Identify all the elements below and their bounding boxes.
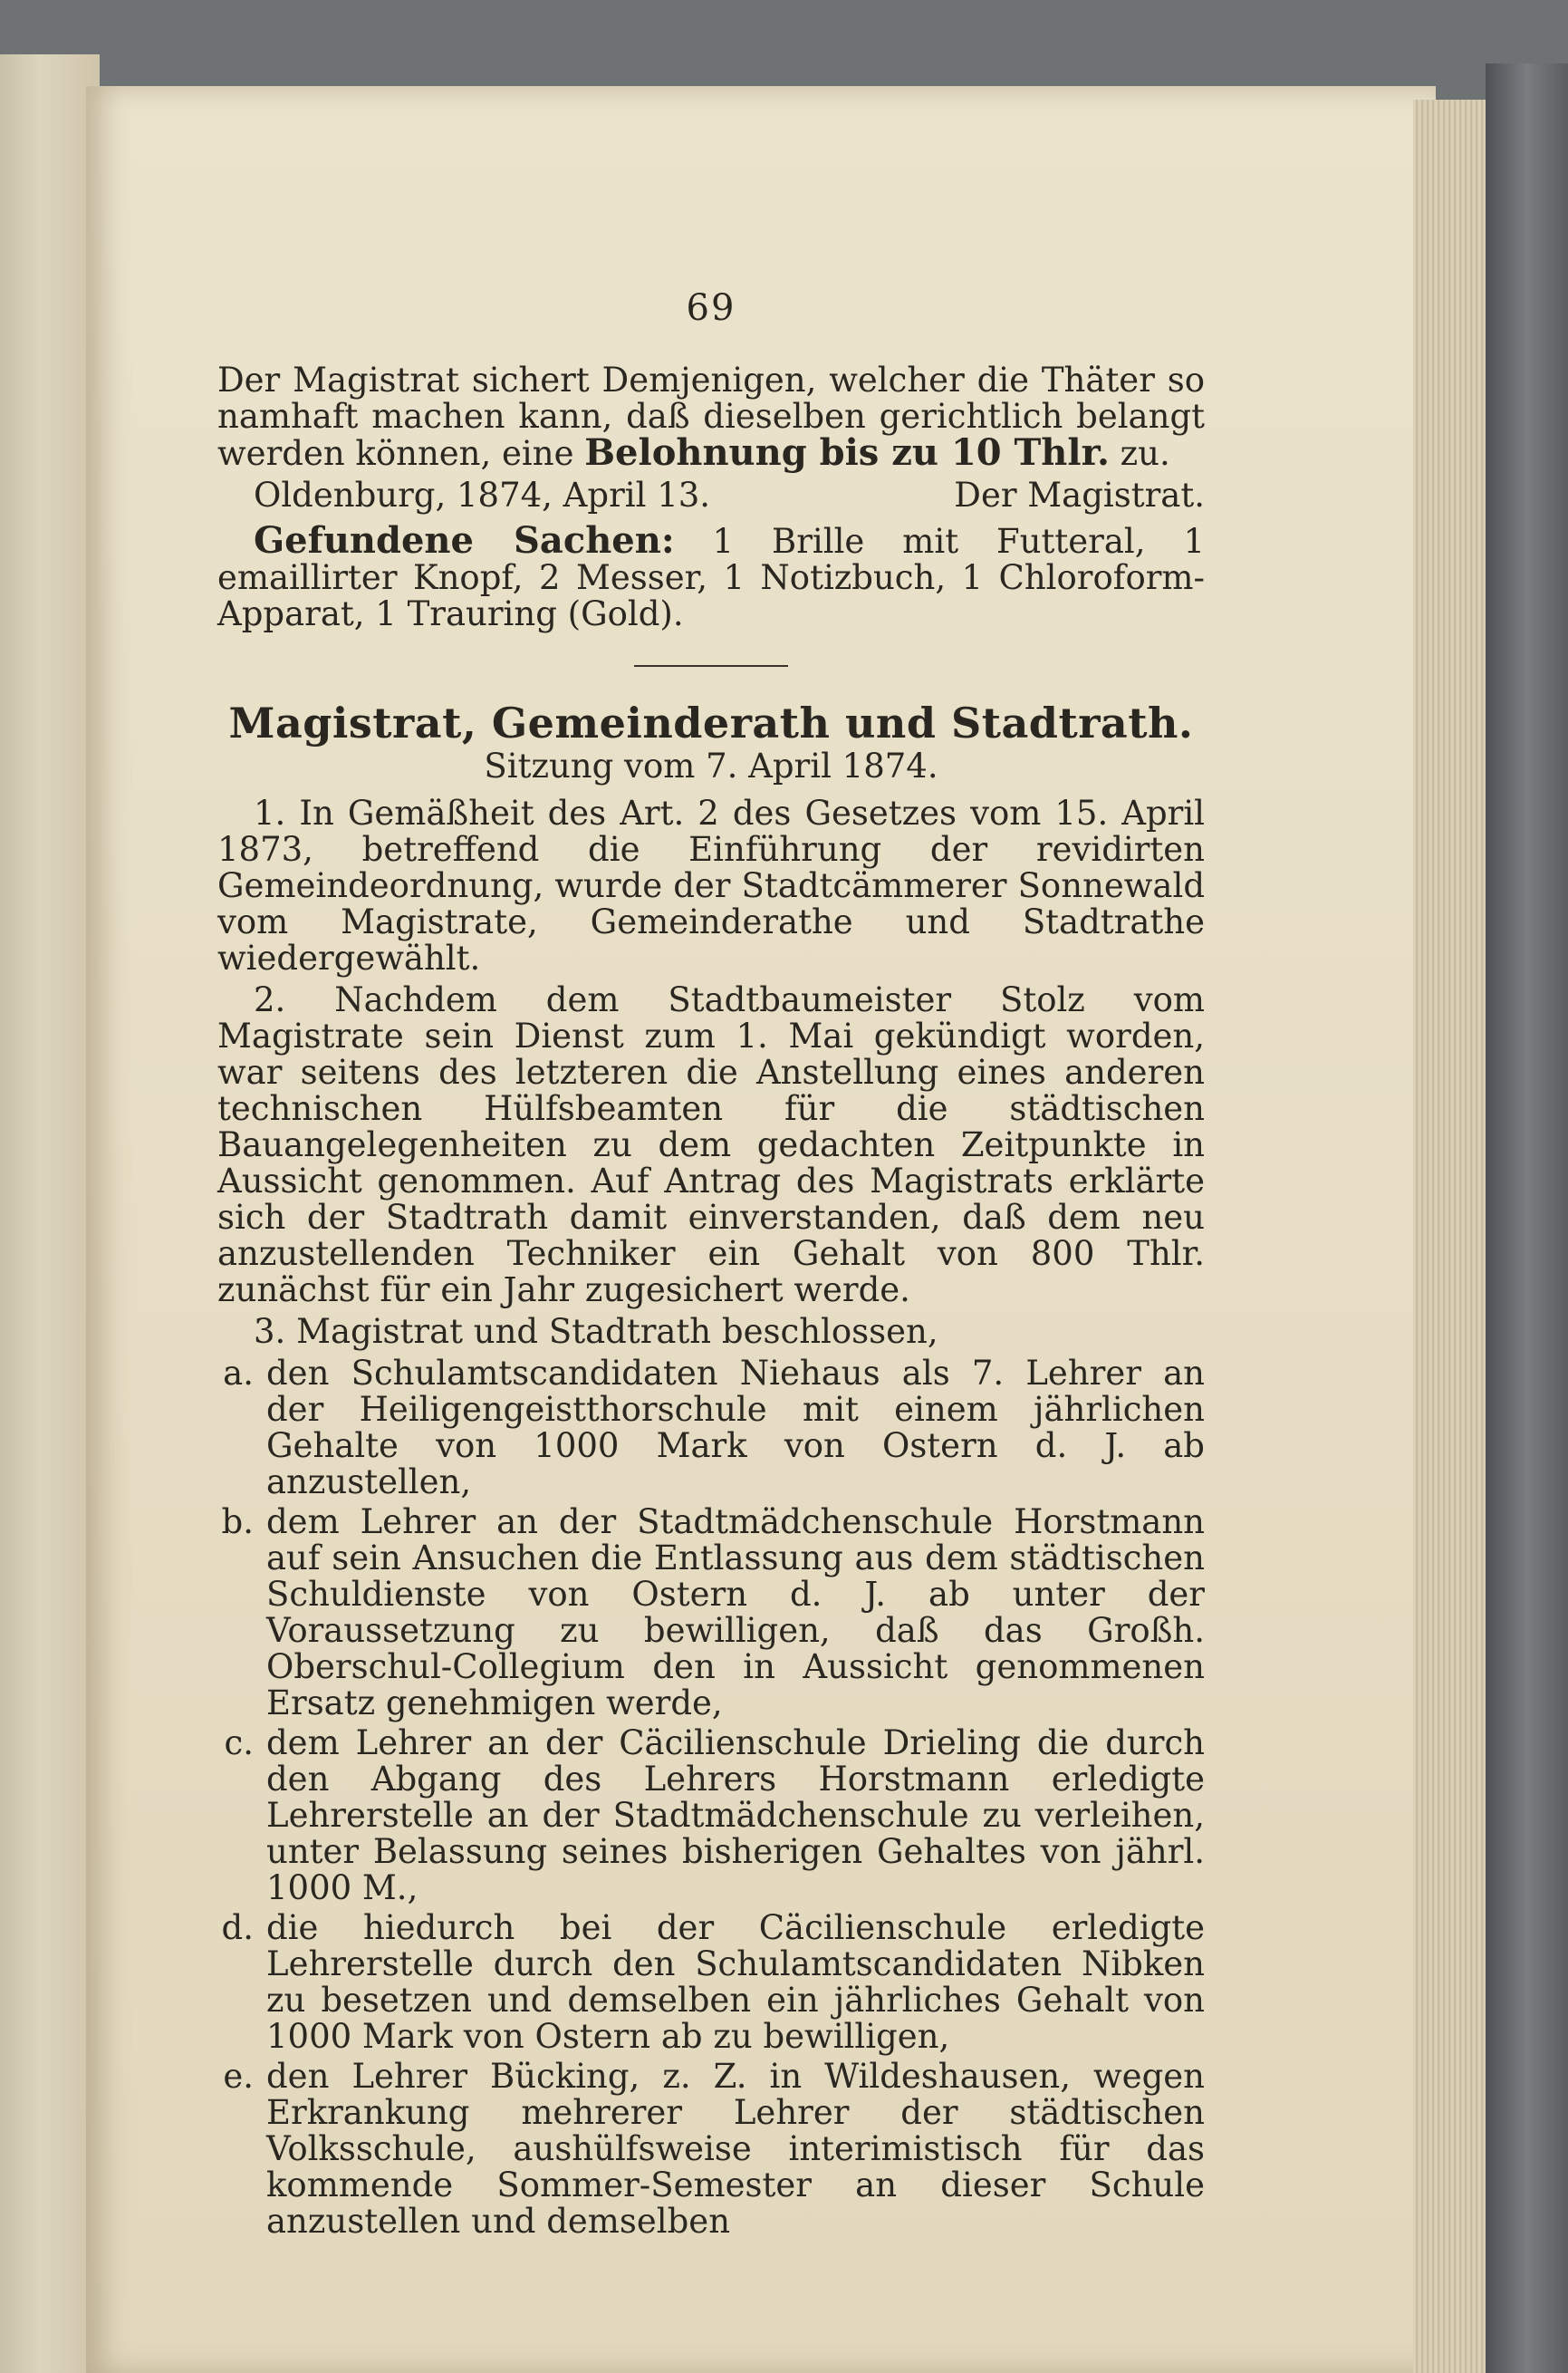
section-divider <box>634 665 788 667</box>
list-item <box>217 1355 1205 1500</box>
section-heading: Magistrat, Gemeinderath und Stadtrath. <box>228 699 1194 748</box>
book-cover-left <box>0 54 100 2373</box>
notice-signature: Der Magistrat. <box>954 476 1205 515</box>
found-items-label: Gefundene Sachen: <box>254 519 675 562</box>
list-item-text: dem Lehrer an der Cäcilienschule Drieling die durch den Abgang des Lehrers Horstmann erledigte Lehrerstelle an der Stadtmädchenschule zu verleihen, unter Belassung seines bisherigen Gehaltes von jährl. 1000 M., <box>266 1723 1205 1907</box>
list-item-text: den Schulamtscandidaten Niehaus als 7. Lehrer an der Heiligengeistthorschule mit einem jährlichen Gehalte von 1000 Mark von Ostern d. J. ab anzustellen, <box>266 1354 1205 1501</box>
paragraph-1: 1. In Gemäßheit des Art. 2 des Gesetzes vom 15. April 1873, betreffend die Einführung der revidirten Gemeindeordnung, wurde der Stadtcämmerer Sonnewald vom Magistrate, Gemeinderathe und Stadtrathe wiedergewählt. <box>217 794 1205 978</box>
notice-place-date: Oldenburg, 1874, April 13. <box>254 476 711 515</box>
notice-paragraph <box>217 362 1205 472</box>
list-item-label: c. <box>224 1723 254 1762</box>
list-item-text: den Lehrer Bücking, z. Z. in Wildeshausen, wegen Erkrankung mehrerer Lehrer der städtischen Volksschule, aushülfsweise interimistisch für das kommende Sommer-Semester an dieser Schule anzustellen und demselben <box>266 2057 1205 2241</box>
list-item-label: b. <box>221 1502 254 1541</box>
section-subheading: Sitzung vom 7. April 1874. <box>484 747 938 786</box>
notice-place-line <box>217 477 1205 514</box>
paragraph-2: 2. Nachdem dem Stadtbaumeister Stolz vom Magistrate sein Dienst zum 1. Mai gekündigt worden, war seitens des letzteren die Anstellung eines anderen technischen Hülfsbeamten für die städtischen Bauangelegenheiten zu dem gedachten Zeitpunkte in Aussicht genommen. Auf Antrag des Magistrats erklärte sich der Stadtrath damit einverstanden, daß dem neu anzustellenden Techniker ein Gehalt von 800 Thlr. zunächst für ein Jahr zugesichert werde. <box>217 980 1205 1309</box>
reward-amount: Belohnung bis zu 10 Thlr. <box>584 431 1110 474</box>
paragraph-3-intro: 3. Magistrat und Stadtrath beschlossen, <box>254 1312 938 1351</box>
list-item <box>217 1725 1205 1906</box>
found-items-text: 1 Brille mit Futteral, 1 emaillirter Knopf, 2 Messer, 1 Notizbuch, 1 Chloroform-Apparat, 1 Trauring (Gold). <box>217 522 1205 633</box>
page-number: 69 <box>686 287 736 329</box>
notice-text: Der Magistrat sichert Demjenigen, welcher die Thäter so namhaft machen kann, daß dieselben gerichtlich belangt werden können, eine <box>217 361 1205 473</box>
list-item-label: a. <box>223 1354 254 1393</box>
list-item <box>217 1504 1205 1722</box>
list-item-label: e. <box>223 2057 254 2096</box>
list-item-label: d. <box>221 1908 254 1947</box>
book-cover-right <box>1486 63 1568 2373</box>
list-item <box>217 2059 1205 2240</box>
notice-text-end: zu. <box>1109 434 1170 473</box>
list-item-text: dem Lehrer an der Stadtmädchenschule Horstmann auf sein Ansuchen die Entlassung aus dem städtischen Schuldienste von Ostern d. J. ab unter der Voraussetzung zu bewilligen, daß das Großh. Oberschul-Collegium den in Aussicht genommenen Ersatz genehmigen werde, <box>266 1502 1205 1722</box>
list-item-text: die hiedurch bei der Cäcilienschule erledigte Lehrerstelle durch den Schulamtscandidaten Nibken zu besetzen und demselben ein jährliches Gehalt von 1000 Mark von Ostern ab zu bewilligen, <box>266 1908 1205 2056</box>
page-text <box>217 287 1205 2243</box>
page-edges <box>1413 100 1486 2373</box>
found-items-paragraph <box>217 519 1205 633</box>
list-item <box>217 1910 1205 2055</box>
